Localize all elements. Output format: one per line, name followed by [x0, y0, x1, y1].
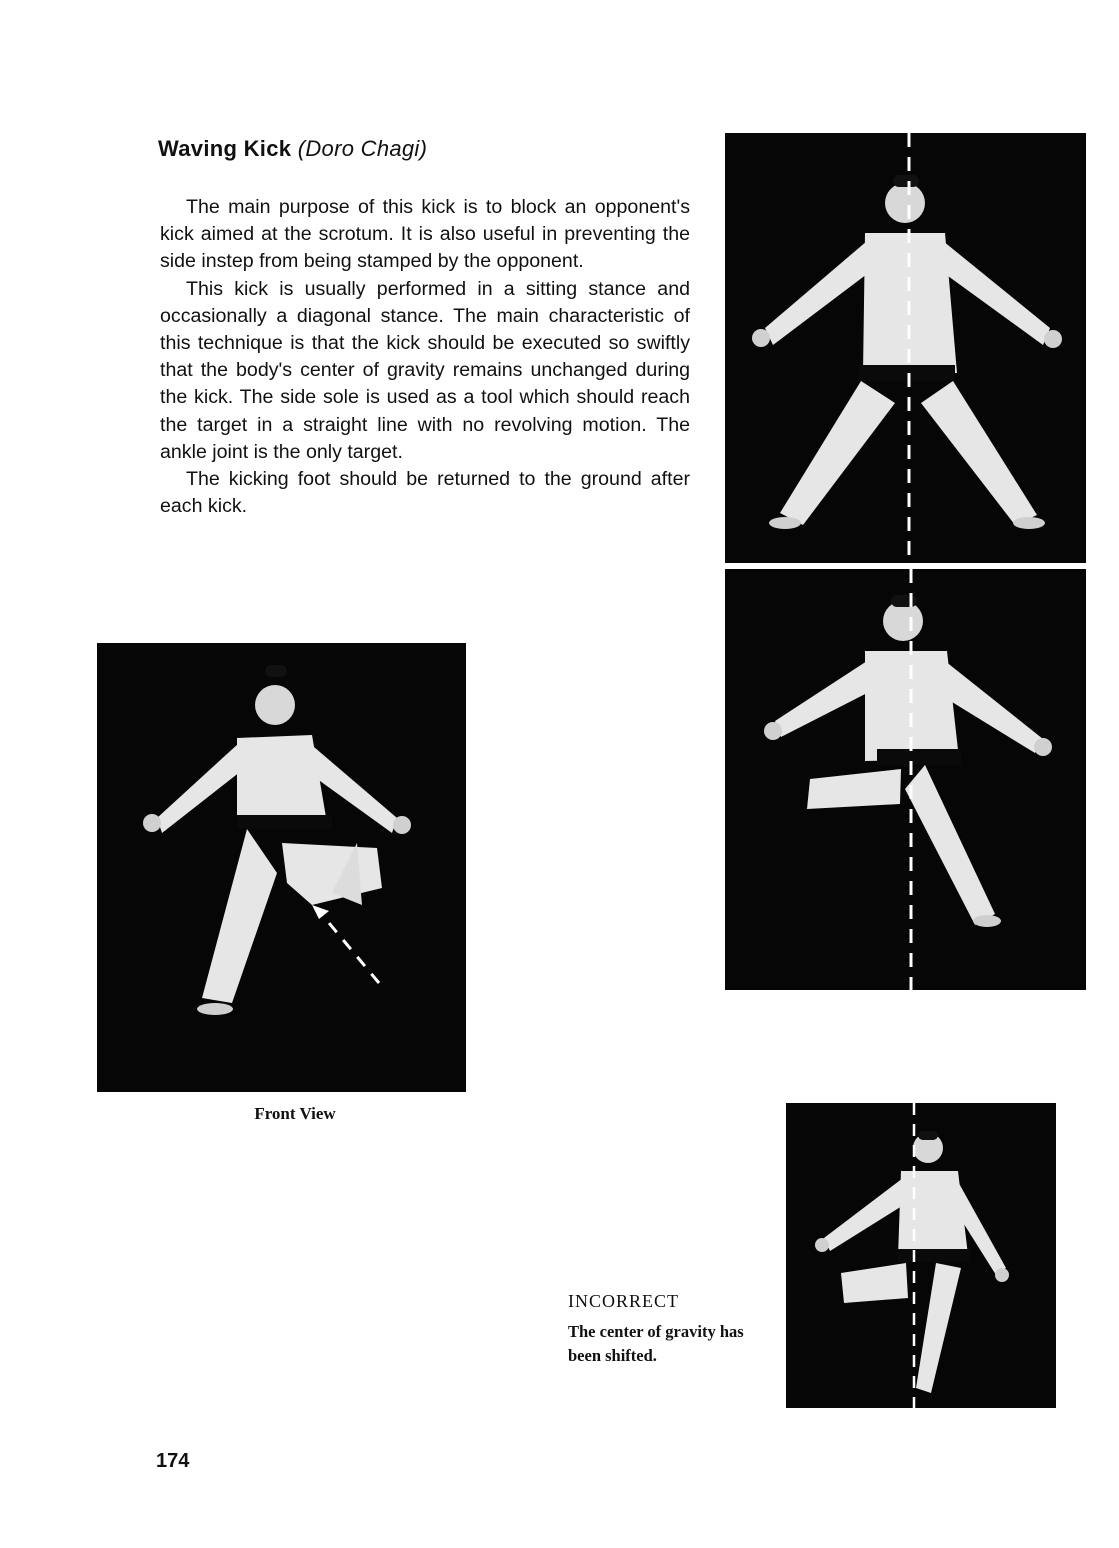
front-view-figure	[97, 643, 466, 1092]
page-number: 174	[156, 1450, 190, 1472]
waving-kick-figure	[725, 569, 1086, 990]
heading-title: Waving Kick	[158, 136, 292, 161]
section-heading	[158, 136, 427, 162]
paragraph-return: The kicking foot should be returned to the ground after each kick.	[160, 468, 690, 518]
caption-incorrect-text: The center of gravity has been shifted.	[568, 1322, 744, 1365]
caption-incorrect-title: INCORRECT	[568, 1291, 680, 1311]
paragraph-purpose: The main purpose of this kick is to block an opponent's kick aimed at the scrotum. It is also useful in preventing the side instep from being stamped by the opponent.	[160, 196, 690, 273]
incorrect-figure	[786, 1103, 1056, 1408]
sitting-stance-figure	[725, 133, 1086, 563]
paragraph-technique: This kick is usually performed in a sitting stance and occasionally a diagonal stance. The main characteristic of this technique is that the kick should be executed so swiftly that the body's center of gravity remains unchanged during the kick. The side sole is used as a tool which should reach the target in a straight line with no revolving motion. The ankle joint is the only target.	[160, 277, 690, 463]
photo-sitting-stance	[725, 133, 1086, 563]
heading-subtitle: (Doro Chagi)	[297, 136, 428, 161]
photo-front-view	[97, 643, 466, 1092]
caption-front-view: Front View	[254, 1104, 336, 1123]
body-text	[160, 194, 690, 520]
photo-incorrect	[786, 1103, 1056, 1408]
photo-waving-kick	[725, 569, 1086, 990]
